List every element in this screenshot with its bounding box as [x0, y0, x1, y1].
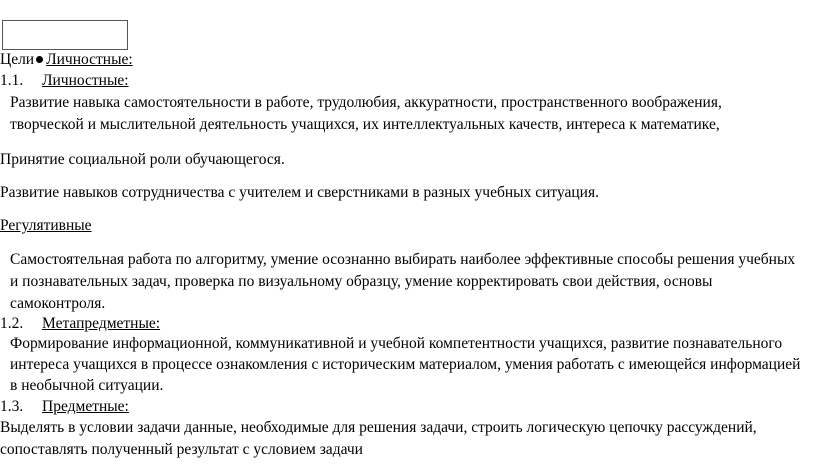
section-number: 1.1. [0, 72, 24, 89]
goals-heading [0, 50, 133, 70]
section-1-2-heading [0, 314, 160, 334]
regulative-line: и познавательных задач, проверка по визуальному образцу, умение корректировать свои действия, основы [10, 273, 713, 290]
paragraph: Развитие навыков сотрудничества с учителем и сверстниками в разных учебных ситуация. [0, 184, 599, 201]
regulative-line: Самостоятельная работа по алгоритму, умение осознанно выбирать наиболее эффективные способы решения учебных [10, 251, 796, 268]
section-1-1-line: Развитие навыка самостоятельности в работе, трудолюбия, аккуратности, пространственного воображения, [10, 94, 722, 111]
goals-label: Цели [0, 51, 35, 68]
section-title: Личностные: [42, 72, 129, 89]
goals-bullet-item: Личностные: [46, 51, 133, 68]
section-1-3-line: Выделять в условии задачи данные, необходимые для решения задачи, строить логическую цепочку рассуждений, [0, 419, 757, 436]
section-1-2-line: Формирование информационной, коммуникативной и учебной компетентности учащихся, развитие познавательного [10, 335, 783, 352]
section-number: 1.2. [0, 315, 24, 332]
section-1-2-line: в необычной ситуации. [10, 377, 164, 394]
regulative-heading: Регулятивные [0, 217, 92, 234]
empty-text-frame [2, 20, 128, 50]
section-1-1-line: творческой и мыслительной деятельность учащихся, их интеллектуальных качеств, интереса к математике, [10, 116, 720, 133]
section-1-1-heading [0, 71, 129, 91]
section-title: Предметные: [42, 398, 129, 415]
section-title: Метапредметные: [42, 315, 161, 332]
paragraph: Принятие социальной роли обучающегося. [0, 151, 285, 168]
regulative-line: самоконтроля. [10, 295, 106, 312]
bullet-icon [36, 56, 43, 63]
section-1-3-heading [0, 397, 129, 417]
section-number: 1.3. [0, 398, 24, 415]
section-1-3-line: сопоставлять полученный результат с условием задачи [0, 441, 363, 458]
section-1-2-line: интереса учащихся в процессе ознакомления с историческим материалом, умения работать с имеющейся информацией [10, 356, 801, 373]
